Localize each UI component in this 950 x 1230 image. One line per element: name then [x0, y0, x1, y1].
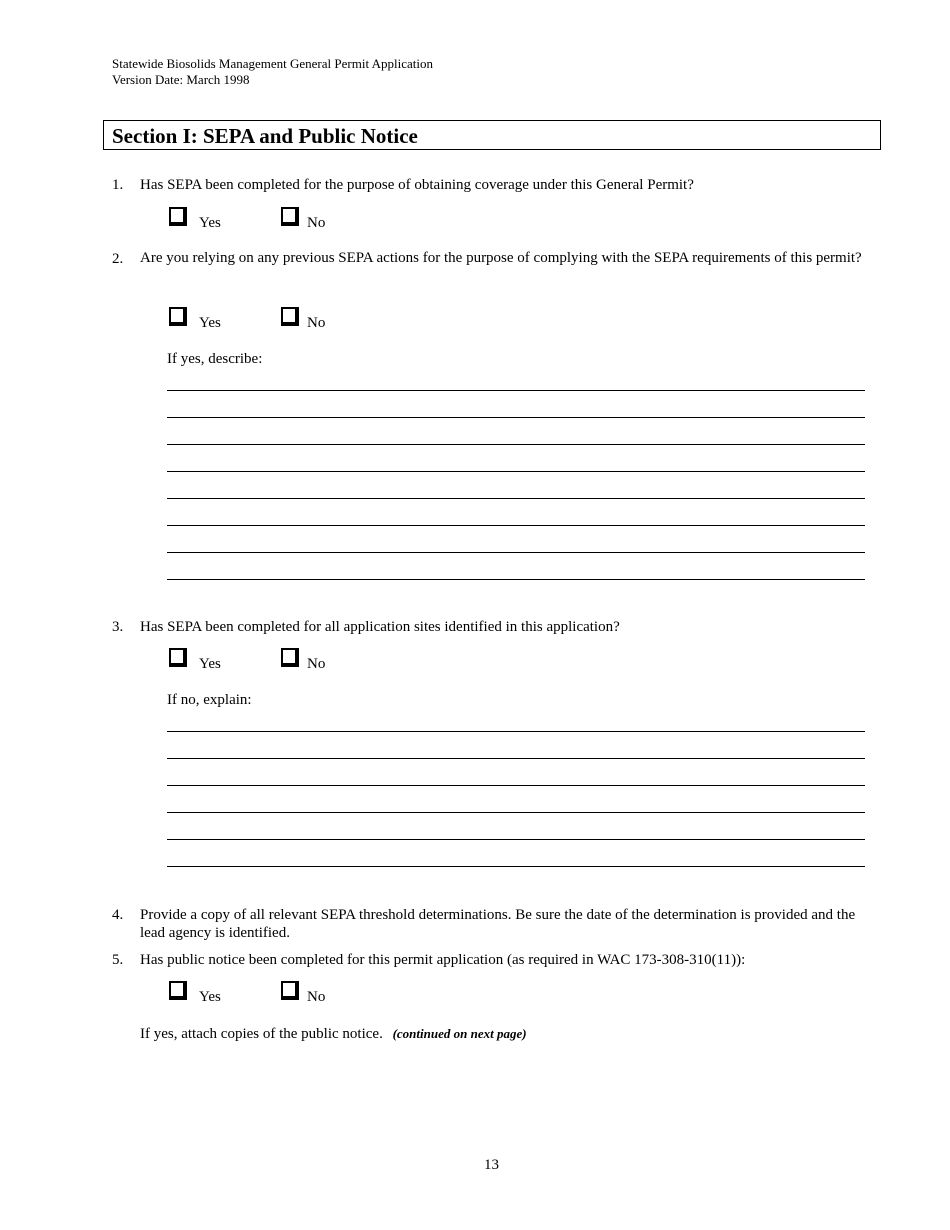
continued-note: (continued on next page)	[392, 1026, 527, 1041]
q2-answer-line[interactable]	[167, 498, 865, 499]
version-date: Version Date: March 1998	[112, 72, 250, 87]
q1-no-checkbox[interactable]	[281, 207, 299, 226]
q2-answer-line[interactable]	[167, 471, 865, 472]
q2-no-checkbox[interactable]	[281, 307, 299, 326]
q3-answer-line[interactable]	[167, 785, 865, 786]
question-2-number: 2.	[112, 251, 124, 267]
q3-no-checkbox[interactable]	[281, 648, 299, 667]
q5-no-checkbox[interactable]	[281, 981, 299, 1000]
q5-yes-label: Yes	[199, 989, 221, 1005]
q3-answer-line[interactable]	[167, 812, 865, 813]
q2-answer-line[interactable]	[167, 417, 865, 418]
question-5-text: Has public notice been completed for this permit application (as required in WAC 173-308-310(11)):	[140, 952, 746, 968]
q2-yes-checkbox[interactable]	[169, 307, 187, 326]
q5-no-label: No	[307, 989, 326, 1005]
q2-answer-line[interactable]	[167, 390, 865, 391]
q3-answer-line[interactable]	[167, 839, 865, 840]
question-1-text: Has SEPA been completed for the purpose of obtaining coverage under this General Permit?	[140, 177, 694, 193]
section-title: Section I: SEPA and Public Notice	[112, 124, 418, 148]
page-number: 13	[484, 1157, 499, 1173]
q3-answer-line[interactable]	[167, 758, 865, 759]
document-title: Statewide Biosolids Management General Permit Application	[112, 56, 433, 71]
question-2-text: Are you relying on any previous SEPA actions for the purpose of complying with the SEPA requirements of this permit?	[140, 250, 862, 266]
q1-no-label: No	[307, 215, 326, 231]
q2-yes-label: Yes	[199, 315, 221, 331]
question-3-number: 3.	[112, 619, 124, 635]
q3-answer-line[interactable]	[167, 731, 865, 732]
q2-answer-line[interactable]	[167, 444, 865, 445]
q3-answer-line[interactable]	[167, 866, 865, 867]
question-5-number: 5.	[112, 952, 124, 968]
q2-answer-line[interactable]	[167, 552, 865, 553]
q2-no-label: No	[307, 315, 326, 331]
question-1-number: 1.	[112, 177, 124, 193]
q1-yes-label: Yes	[199, 215, 221, 231]
q5-followup	[140, 1025, 527, 1043]
q1-yes-checkbox[interactable]	[169, 207, 187, 226]
question-4-text: Provide a copy of all relevant SEPA threshold determinations. Be sure the date of the determination is provided and the lead agency is identified.	[140, 907, 856, 941]
q3-no-label: No	[307, 656, 326, 672]
q3-yes-checkbox[interactable]	[169, 648, 187, 667]
q5-followup-label: If yes, attach copies of the public notice.	[140, 1026, 383, 1042]
question-3-text: Has SEPA been completed for all application sites identified in this application?	[140, 619, 620, 635]
question-4-number: 4.	[112, 907, 124, 923]
q2-answer-line[interactable]	[167, 525, 865, 526]
q2-answer-line[interactable]	[167, 579, 865, 580]
q3-yes-label: Yes	[199, 656, 221, 672]
section-heading-box	[103, 120, 881, 150]
q3-followup-label: If no, explain:	[167, 692, 252, 708]
q5-yes-checkbox[interactable]	[169, 981, 187, 1000]
q2-followup-label: If yes, describe:	[167, 351, 263, 367]
